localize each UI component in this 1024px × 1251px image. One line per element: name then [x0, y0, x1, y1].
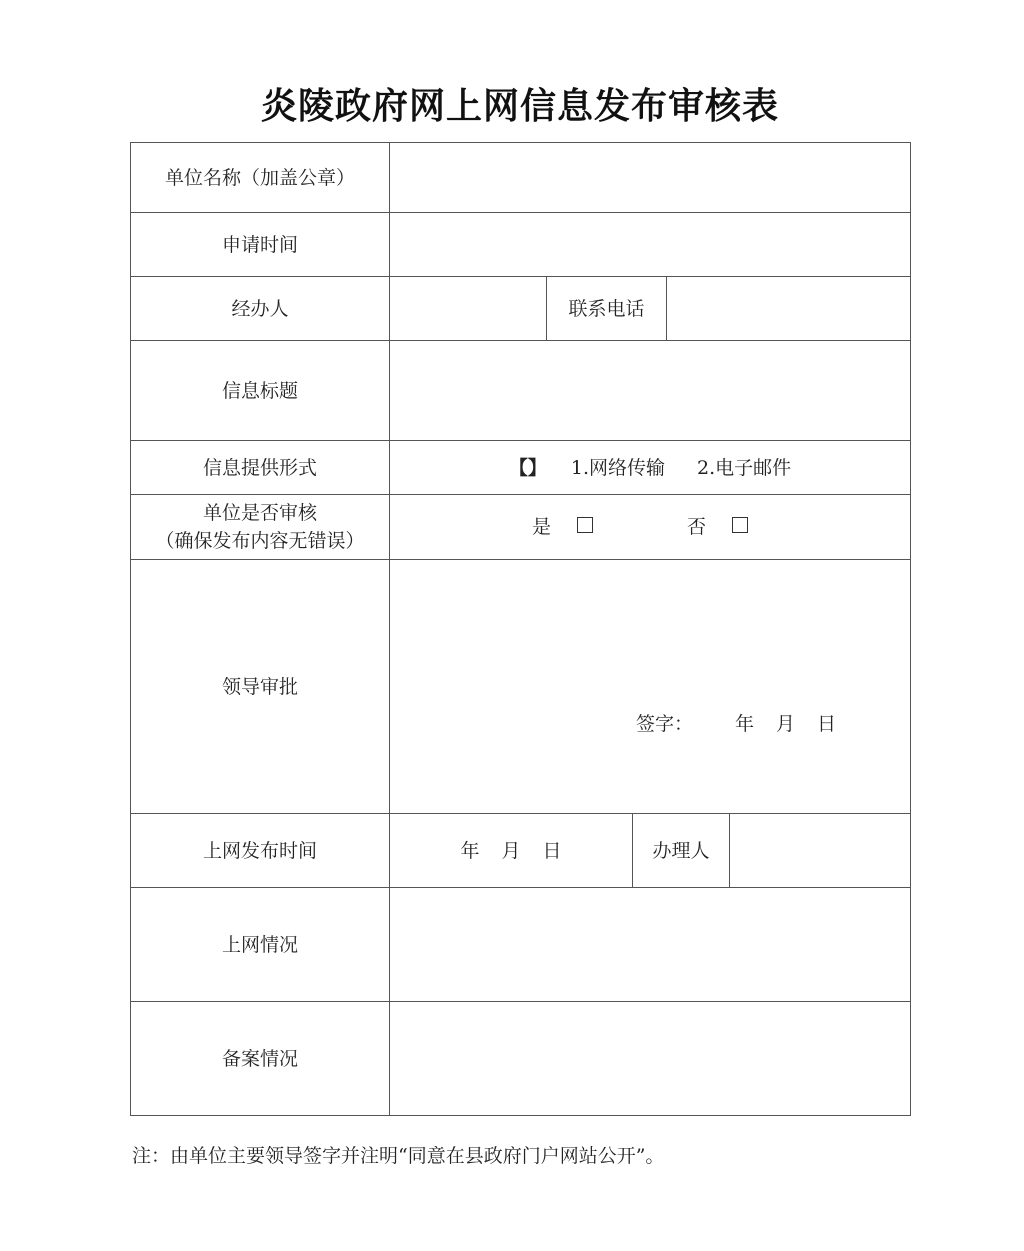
unit-review-label: [131, 495, 389, 559]
unit-name-field[interactable]: [390, 143, 910, 212]
option-email: 2.电子邮件: [697, 456, 792, 479]
phone-field[interactable]: [667, 277, 910, 340]
publish-month: 月: [501, 839, 521, 862]
review-no-checkbox[interactable]: [732, 517, 748, 533]
leader-signature-line: [636, 710, 866, 738]
filing-status-label: 备案情况: [221, 1047, 298, 1070]
page-title: 炎陵政府网上网信息发布审核表: [260, 86, 779, 127]
option-network-transfer: 1.网络传输: [570, 456, 665, 479]
approval-year: 年: [735, 713, 755, 735]
sign-label: 签字：: [636, 713, 694, 735]
operator-label: 办理人: [652, 839, 710, 862]
leader-approval-field[interactable]: [390, 560, 910, 813]
operator-field[interactable]: [730, 814, 910, 887]
publish-year: 年: [460, 839, 480, 862]
review-yes-label: 是: [531, 516, 551, 538]
leader-approval-label: 领导审批: [221, 675, 298, 698]
provide-form-bracket[interactable]: 【】: [508, 456, 547, 479]
publish-time-label: 上网发布时间: [202, 839, 317, 862]
unit-review-label-line1: 单位是否审核: [202, 502, 317, 524]
info-title-label: 信息标题: [221, 379, 298, 402]
handler-label: 经办人: [231, 297, 289, 320]
approval-day: 日: [817, 713, 837, 735]
online-status-label: 上网情况: [221, 933, 298, 956]
publish-date-field[interactable]: [390, 814, 632, 887]
unit-name-label: 单位名称（加盖公章）: [164, 166, 355, 189]
unit-review-choices: [390, 495, 890, 559]
filing-status-field[interactable]: [390, 1002, 910, 1115]
apply-time-field[interactable]: [390, 213, 910, 276]
handler-field[interactable]: [390, 277, 546, 340]
review-yes-checkbox[interactable]: [577, 517, 593, 533]
publish-day: 日: [542, 839, 562, 862]
unit-review-label-line2: （确保发布内容无错误）: [155, 530, 365, 552]
provide-form-options: [390, 441, 910, 494]
approval-month: 月: [776, 713, 796, 735]
phone-label: 联系电话: [568, 297, 645, 320]
provide-form-label: 信息提供形式: [202, 456, 317, 479]
info-title-field[interactable]: [390, 341, 910, 440]
review-form-table: [130, 142, 911, 1116]
online-status-field[interactable]: [390, 888, 910, 1001]
footnote: 注：由单位主要领导签字并注明“同意在县政府门户网站公开”。: [132, 1145, 665, 1167]
apply-time-label: 申请时间: [221, 233, 298, 256]
review-no-label: 否: [687, 516, 707, 538]
